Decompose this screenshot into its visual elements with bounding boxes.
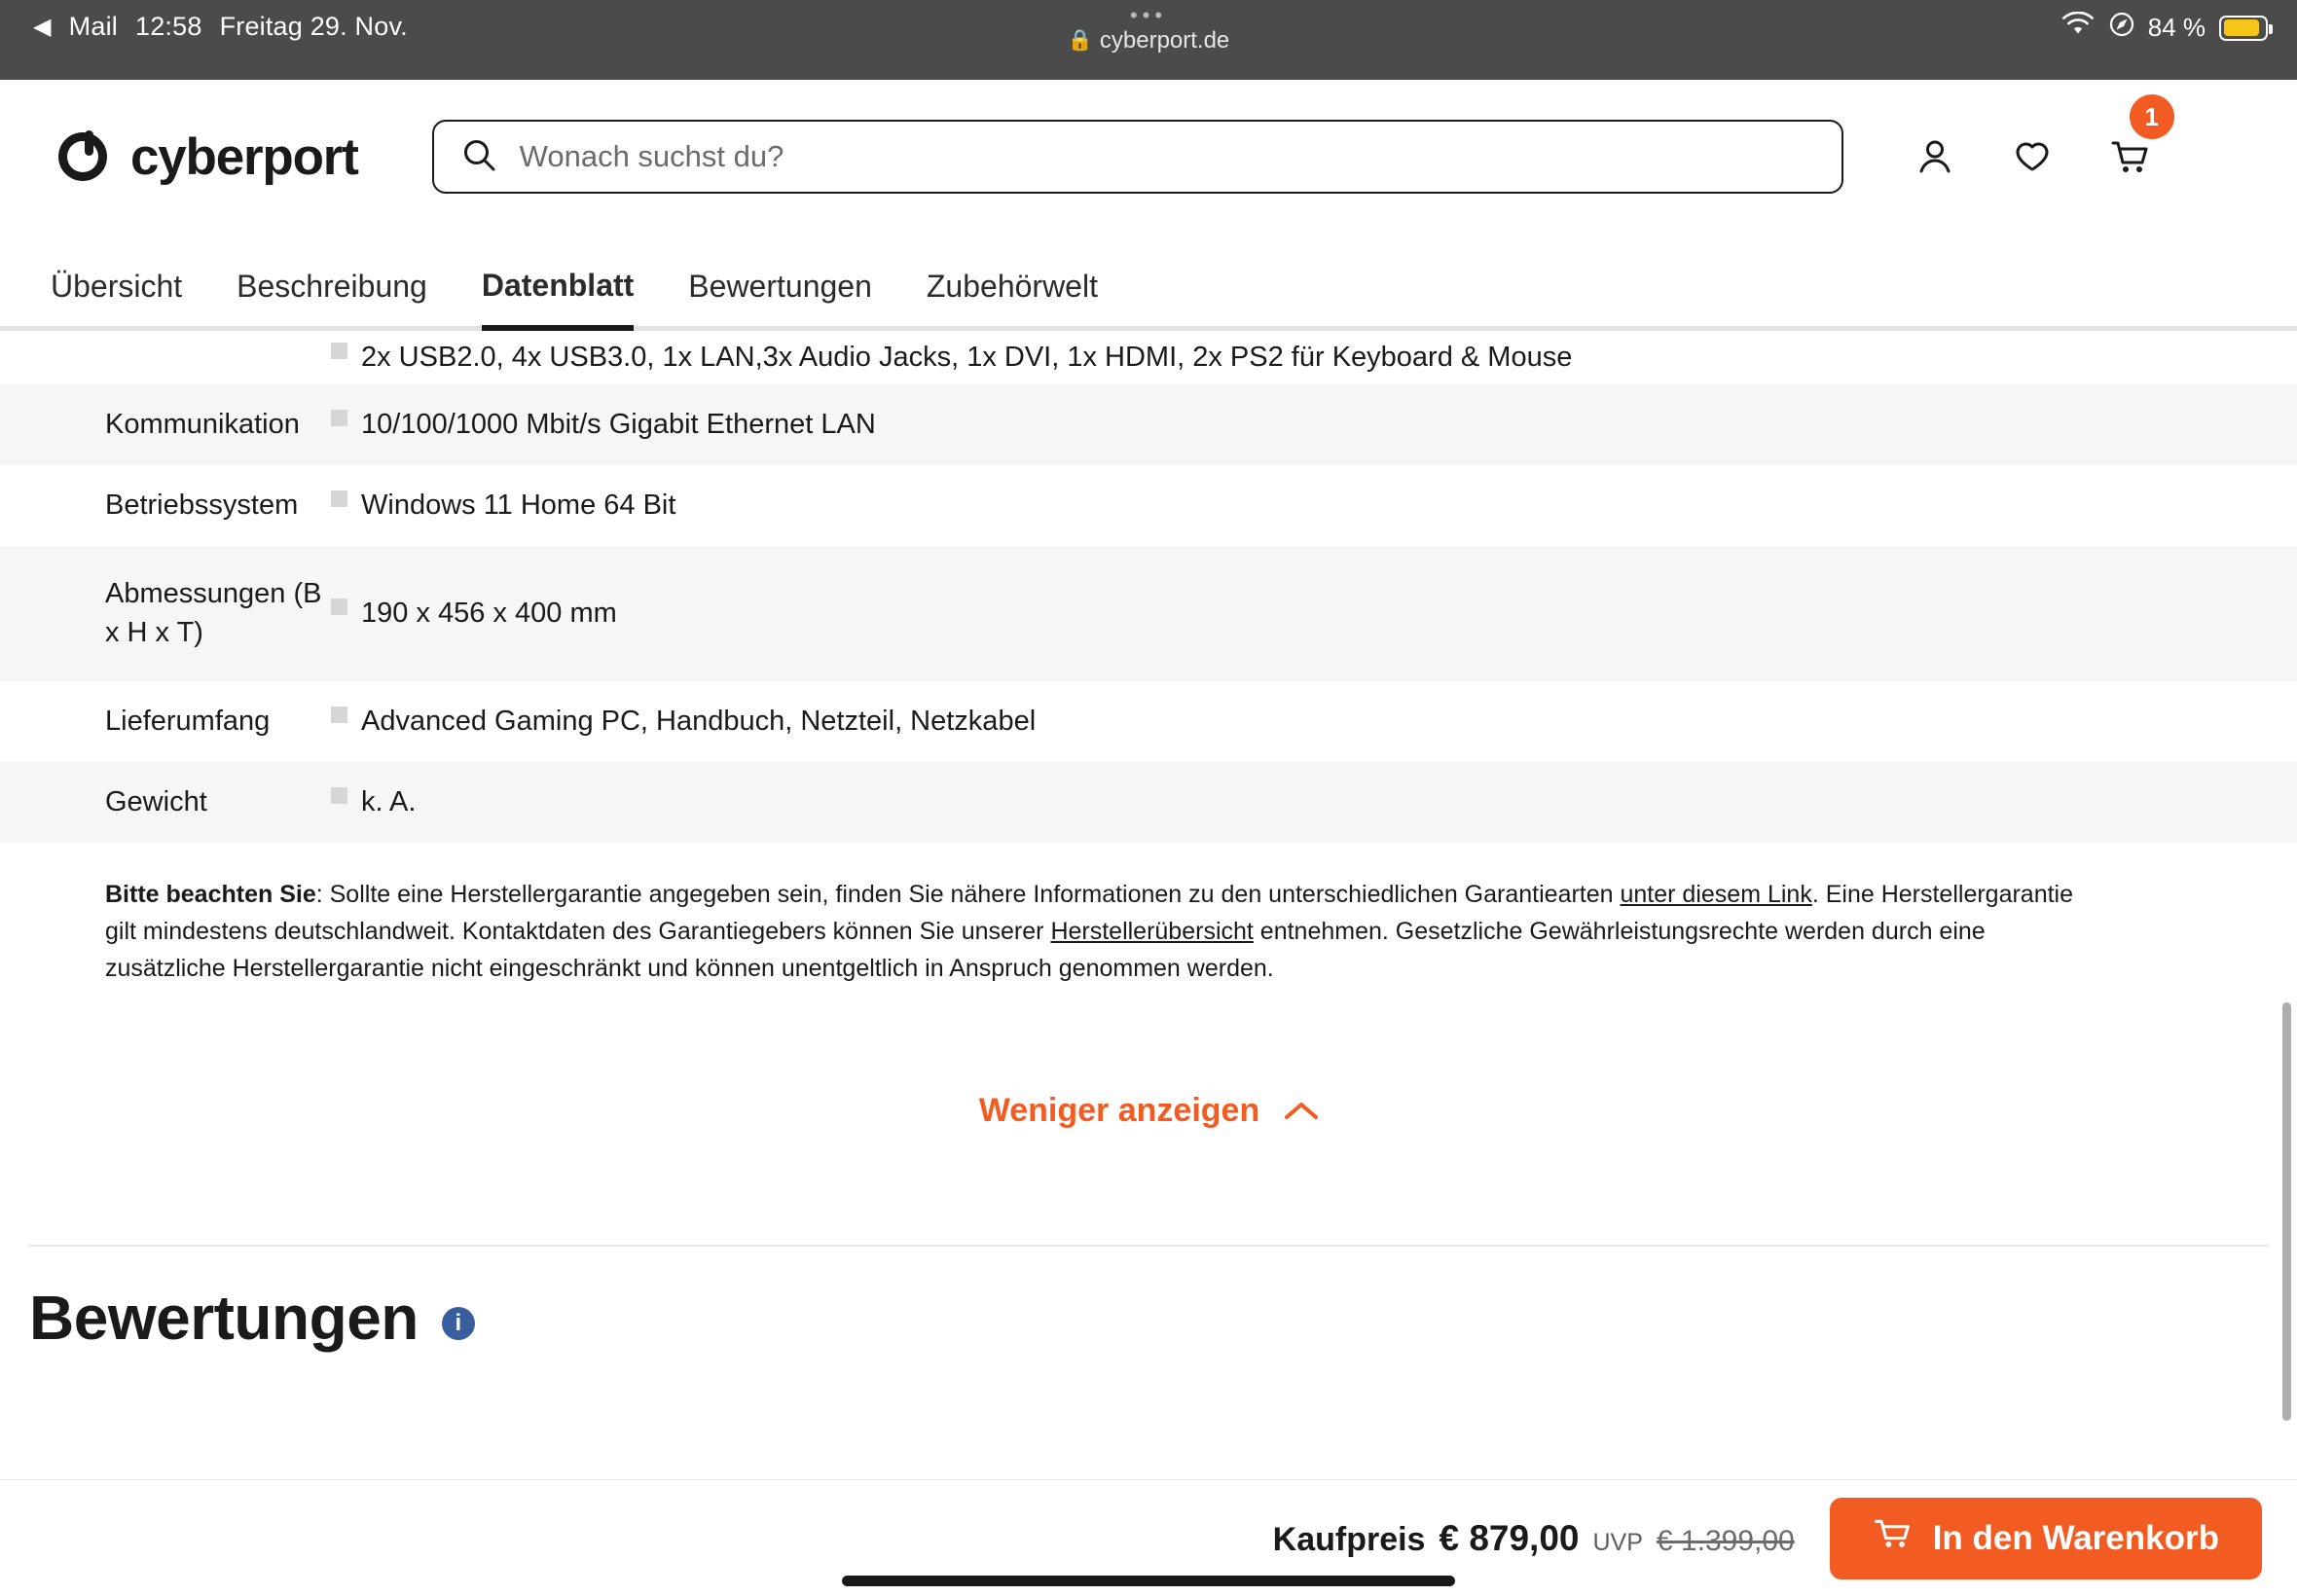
tab-uebersicht[interactable]: Übersicht: [51, 269, 183, 304]
price-value: € 879,00: [1439, 1517, 1580, 1558]
value-marker-icon: [331, 787, 347, 804]
info-icon[interactable]: i: [442, 1307, 475, 1340]
search-input[interactable]: [518, 138, 1814, 175]
show-less-label: Weniger anzeigen: [978, 1091, 1260, 1129]
notice-part-2: . Eine Herstellergarantie gilt mindestens deutschlandweit. Kontaktdaten des Garantiegebers können Sie unserer: [105, 880, 2074, 945]
table-row: [0, 762, 2297, 843]
cart-icon: [2108, 135, 2151, 178]
header-icon-group: [1914, 101, 2159, 178]
spec-value: 2x USB2.0, 4x USB3.0, 1x LAN,3x Audio Jacks, 1x DVI, 1x HDMI, 2x PS2 für Keyboard & Mouse: [361, 342, 1573, 373]
search-container: [432, 120, 1843, 194]
table-row: [0, 331, 2297, 384]
spec-label: Lieferumfang: [105, 705, 271, 737]
warranty-notice: [0, 843, 2200, 987]
spec-label: Abmessungen (B x H x T): [105, 578, 322, 648]
table-row: [0, 384, 2297, 465]
home-indicator[interactable]: [842, 1576, 1455, 1586]
value-marker-icon: [331, 410, 347, 426]
spec-label: Betriebssystem: [105, 490, 299, 522]
add-to-cart-button[interactable]: [1830, 1498, 2262, 1579]
value-marker-icon: [331, 343, 347, 359]
chevron-up-icon: [1285, 1101, 1318, 1120]
value-marker-icon: [331, 707, 347, 723]
site-logo-text: cyberport: [130, 127, 358, 186]
site-logo[interactable]: [39, 127, 358, 187]
wifi-icon: [2060, 12, 2096, 44]
table-row: [0, 546, 2297, 680]
cart-badge-count: 1: [2130, 94, 2174, 139]
warranty-link[interactable]: unter diesem Link: [1620, 880, 1812, 908]
notice-part-3: entnehmen. Gesetzliche Gewährleistungsrechte werden durch eine zusätzliche Herstellergarantie nicht eingeschränkt und können unentgeltlich in Anspruch genommen werden.: [105, 917, 1986, 982]
tab-datenblatt[interactable]: Datenblatt: [482, 268, 634, 331]
lock-icon: 🔒: [1067, 29, 1093, 52]
datasheet-content: [0, 331, 2297, 1596]
spec-value-wrap: [331, 762, 2297, 843]
spec-value: k. A.: [361, 785, 417, 817]
cart-icon: [1873, 1514, 1912, 1562]
back-arrow-icon[interactable]: ◀: [33, 13, 52, 40]
spec-value-wrap: [331, 384, 2297, 465]
battery-percent-label: 84 %: [2147, 13, 2206, 42]
reviews-heading: [0, 1247, 2297, 1354]
ios-status-bar: [0, 0, 2297, 80]
search-box[interactable]: [432, 120, 1843, 194]
price-block: [1273, 1518, 1795, 1559]
spec-label: [0, 331, 331, 384]
notice-part-1: : Sollte eine Herstellergarantie angegeben sein, finden Sie nähere Informationen zu den unterschiedlichen Garantiearten: [315, 880, 1621, 908]
tab-beschreibung[interactable]: Beschreibung: [237, 269, 427, 304]
show-less-button[interactable]: [0, 1092, 2297, 1130]
page-scrollbar[interactable]: [2282, 1002, 2291, 1421]
spec-value-wrap: [331, 681, 2297, 762]
search-icon: [461, 137, 496, 177]
address-bar[interactable]: [1068, 27, 1230, 54]
page-title: Bewertungen: [29, 1282, 419, 1353]
tab-bewertungen[interactable]: Bewertungen: [688, 269, 872, 304]
spec-value: 10/100/1000 Mbit/s Gigabit Ethernet LAN: [361, 409, 876, 441]
spec-value: Windows 11 Home 64 Bit: [361, 490, 676, 522]
product-tabs: [0, 234, 2297, 331]
status-date: Freitag 29. Nov.: [219, 12, 408, 41]
cyberport-logo-icon: [53, 127, 113, 187]
location-icon: [2109, 12, 2134, 44]
tab-zubehoerwelt[interactable]: Zubehörwelt: [926, 269, 1098, 304]
notice-lead: Bitte beachten Sie: [105, 880, 316, 908]
heart-icon[interactable]: [2011, 135, 2054, 178]
manufacturer-overview-link[interactable]: Herstellerübersicht: [1050, 917, 1254, 945]
address-bar-url: cyberport.de: [1099, 27, 1230, 54]
cart-button[interactable]: [2108, 101, 2159, 178]
account-icon[interactable]: [1914, 135, 1956, 178]
back-app-label[interactable]: Mail: [68, 12, 118, 41]
value-marker-icon: [331, 598, 347, 615]
spec-value: Advanced Gaming PC, Handbuch, Netzteil, Netzkabel: [361, 705, 1037, 737]
battery-icon: [2219, 16, 2268, 41]
spec-value: 190 x 456 x 400 mm: [361, 597, 617, 629]
table-row: [0, 681, 2297, 762]
status-bar-left: [33, 8, 408, 42]
uvp-value: € 1.399,00: [1656, 1524, 1795, 1557]
status-time: 12:58: [134, 12, 202, 41]
tab-overview-dots-icon: •••: [1129, 3, 1168, 27]
add-to-cart-label: In den Warenkorb: [1932, 1518, 2219, 1557]
price-label: Kaufpreis: [1272, 1520, 1426, 1558]
spec-value-wrap: [331, 465, 2297, 546]
spec-label: Kommunikation: [105, 409, 300, 441]
uvp-label: UVP: [1592, 1528, 1643, 1556]
spec-label: Gewicht: [105, 785, 207, 817]
spec-value-wrap: [331, 546, 2297, 680]
value-marker-icon: [331, 490, 347, 507]
table-row: [0, 465, 2297, 546]
site-header: [0, 80, 2297, 234]
status-bar-right: [2060, 12, 2268, 44]
spec-value-wrap: [331, 331, 2297, 384]
spec-table: [0, 331, 2297, 843]
